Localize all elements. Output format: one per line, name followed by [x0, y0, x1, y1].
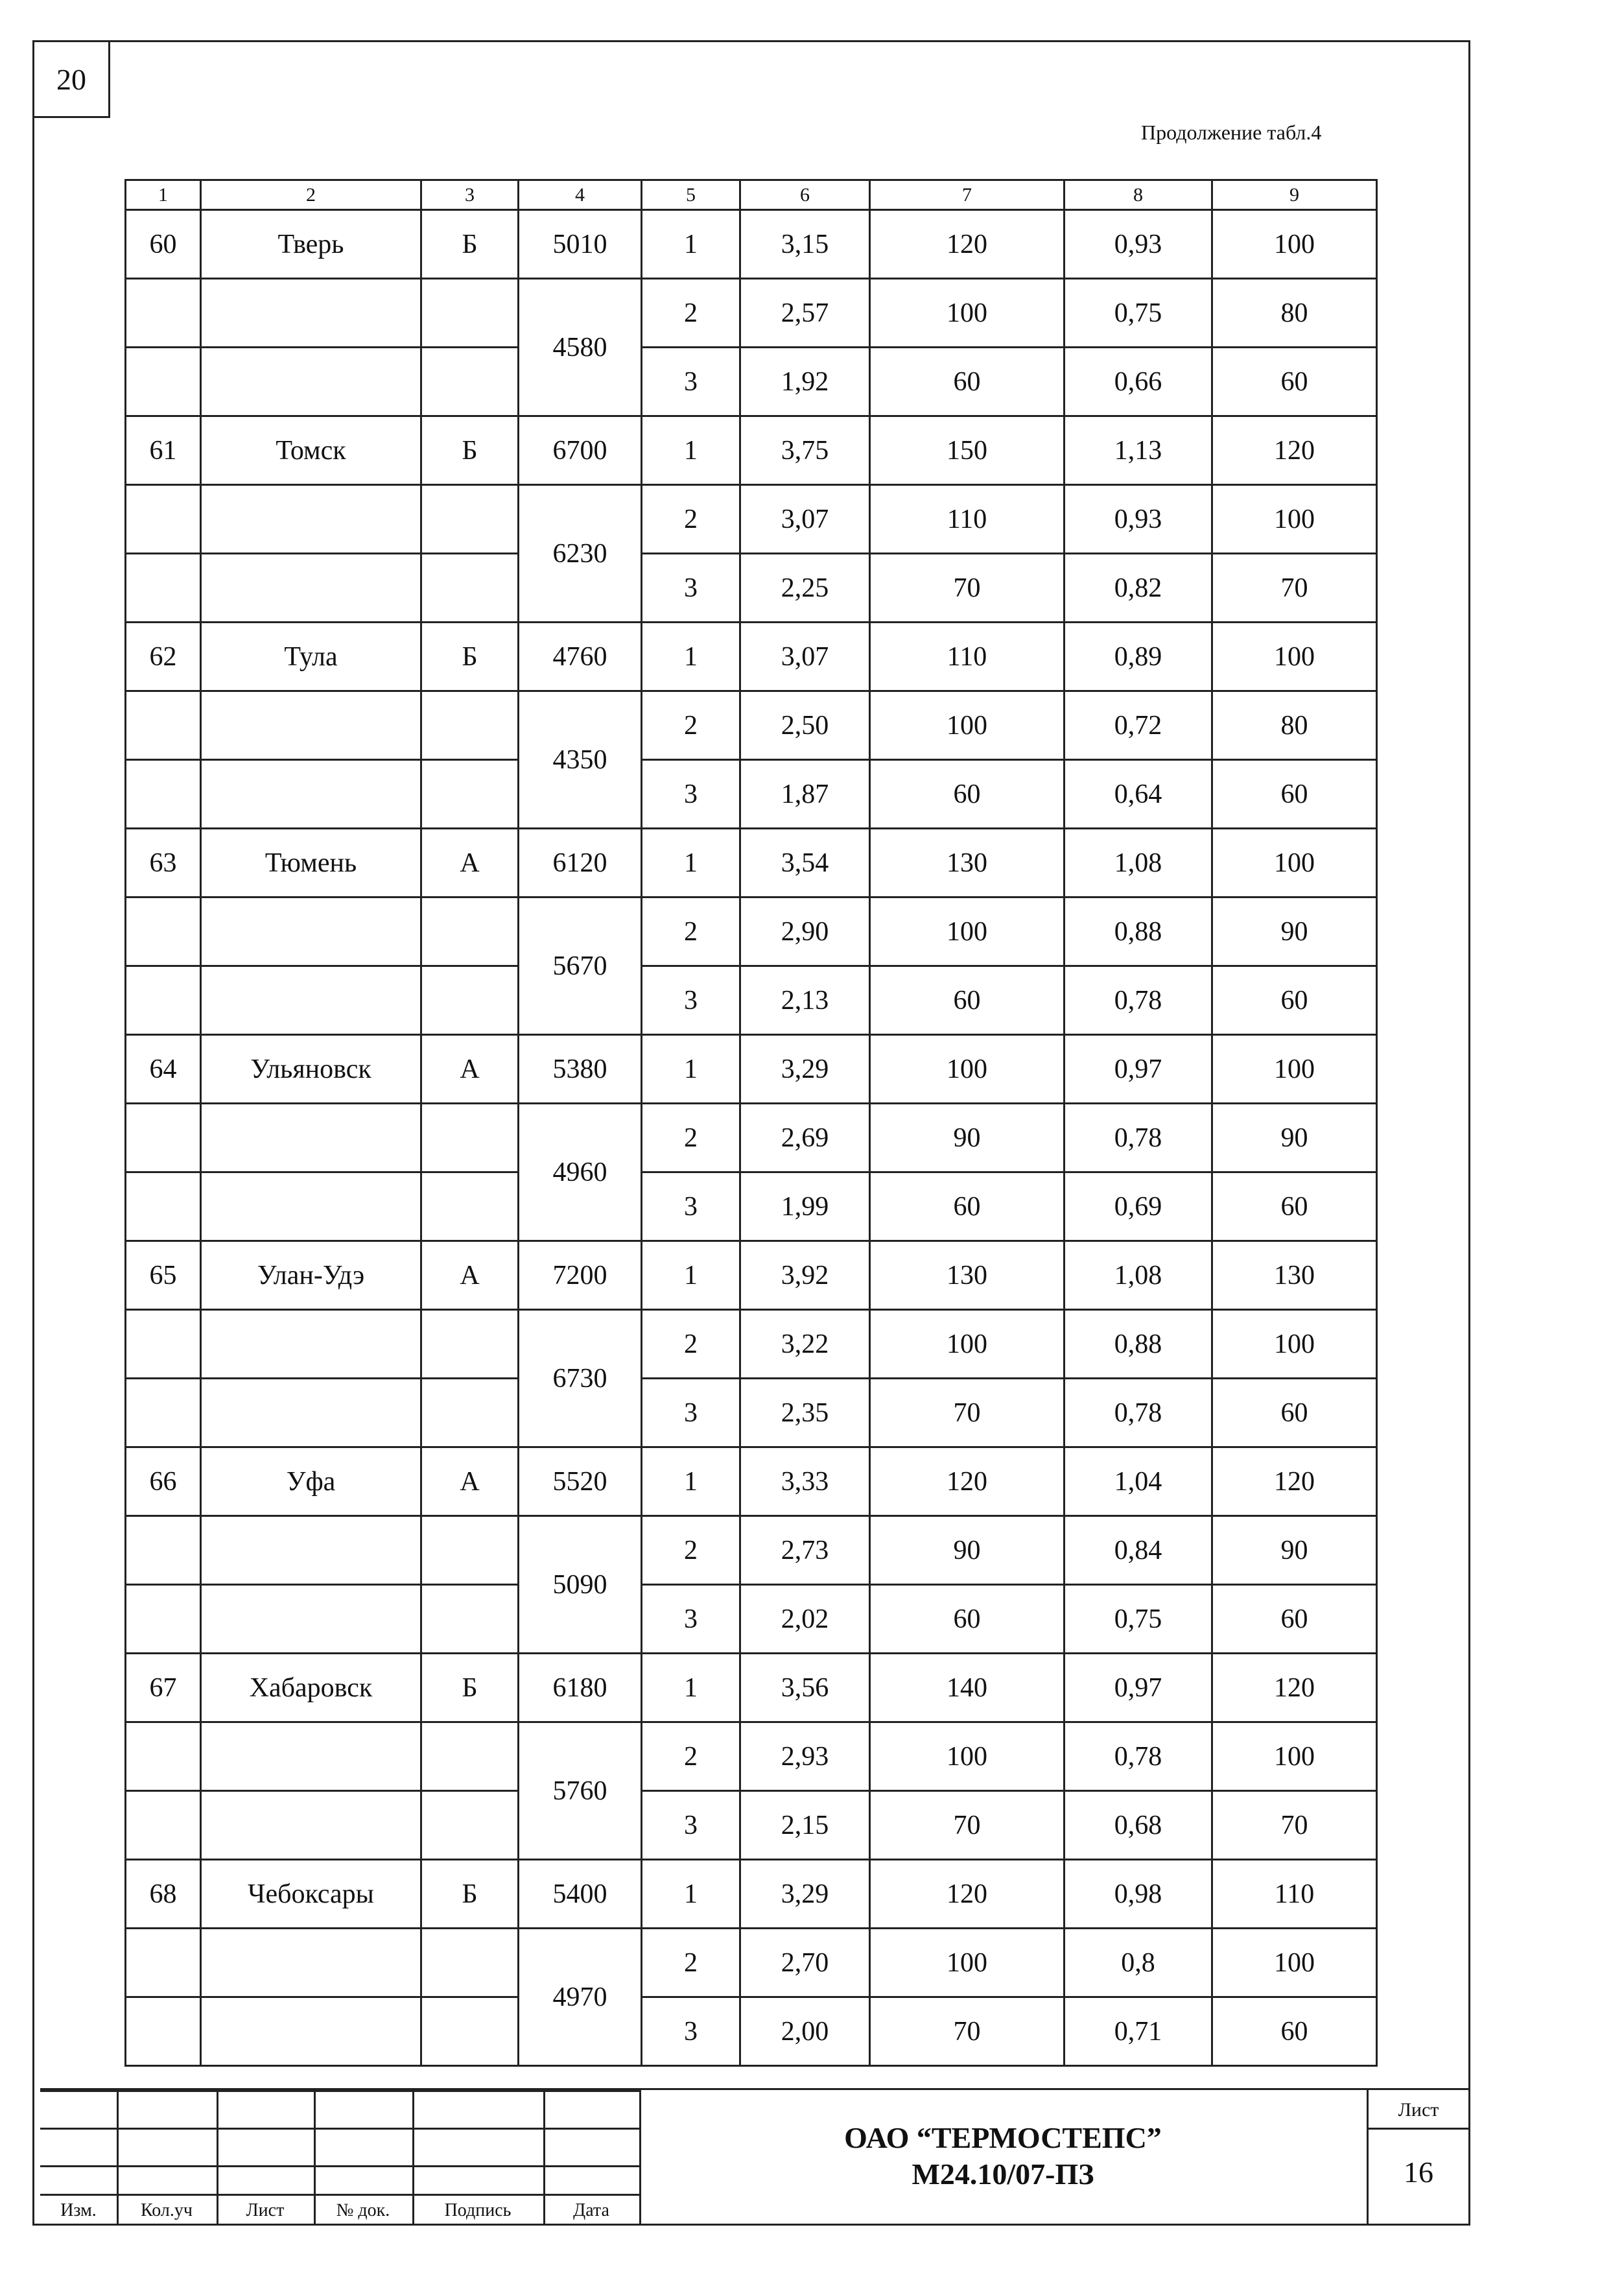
col4-cell: 6230: [519, 485, 642, 623]
value-cell: 70: [870, 554, 1065, 623]
empty-cell: [421, 279, 519, 348]
value-cell: 60: [1212, 348, 1377, 416]
value-cell: 3: [642, 1791, 740, 1860]
sheet-label: Лист: [1398, 2099, 1439, 2121]
value-cell: 100: [870, 279, 1065, 348]
table-row: [126, 279, 1377, 348]
empty-cell: [421, 1104, 519, 1172]
value-cell: 2,15: [740, 1791, 870, 1860]
value-cell: 70: [870, 1997, 1065, 2066]
col4-cell: 5010: [519, 210, 642, 279]
table-row: [126, 1310, 1377, 1379]
value-cell: 2: [642, 485, 740, 554]
empty-cell: [201, 1585, 421, 1654]
empty-cell: [201, 1379, 421, 1447]
table-row: [126, 1997, 1377, 2066]
empty-cell: [421, 1791, 519, 1860]
value-cell: 2: [642, 1722, 740, 1791]
col4-cell: 5090: [519, 1516, 642, 1654]
table-row: [126, 1860, 1377, 1929]
header-cell: 4: [519, 180, 642, 210]
empty-cell: [126, 897, 201, 966]
title-block: [40, 2088, 1470, 2226]
value-cell: 60: [870, 348, 1065, 416]
table-row: [126, 348, 1377, 416]
empty-cell: [126, 1172, 201, 1241]
row-number-cell: 63: [126, 829, 201, 897]
zone-cell: Б: [421, 416, 519, 485]
empty-cell: [201, 897, 421, 966]
value-cell: 0,78: [1065, 1722, 1212, 1791]
value-cell: 3,75: [740, 416, 870, 485]
value-cell: 100: [1212, 1035, 1377, 1104]
value-cell: 120: [870, 1860, 1065, 1929]
table-row: [126, 1172, 1377, 1241]
value-cell: 2: [642, 1929, 740, 1997]
row-number-cell: 62: [126, 623, 201, 691]
value-cell: 0,72: [1065, 691, 1212, 760]
value-cell: 120: [1212, 1447, 1377, 1516]
value-cell: 130: [870, 1241, 1065, 1310]
value-cell: 0,75: [1065, 279, 1212, 348]
table-row: [126, 485, 1377, 554]
value-cell: 100: [870, 691, 1065, 760]
value-cell: 1: [642, 210, 740, 279]
empty-cell: [126, 691, 201, 760]
row-number-cell: 68: [126, 1860, 201, 1929]
value-cell: 1,87: [740, 760, 870, 829]
value-cell: 2,73: [740, 1516, 870, 1585]
value-cell: 3: [642, 966, 740, 1035]
value-cell: 60: [870, 1172, 1065, 1241]
col4-cell: 5760: [519, 1722, 642, 1860]
value-cell: 2: [642, 1516, 740, 1585]
value-cell: 3,15: [740, 210, 870, 279]
value-cell: 100: [1212, 623, 1377, 691]
table-row: [126, 1447, 1377, 1516]
value-cell: 3: [642, 1585, 740, 1654]
value-cell: 100: [1212, 210, 1377, 279]
stamp-label: Кол.уч: [141, 2200, 193, 2220]
empty-cell: [126, 1997, 201, 2066]
zone-cell: А: [421, 829, 519, 897]
value-cell: 0,78: [1065, 1104, 1212, 1172]
empty-cell: [421, 1929, 519, 1997]
value-cell: 1,92: [740, 348, 870, 416]
table-row: [126, 691, 1377, 760]
value-cell: 2,70: [740, 1929, 870, 1997]
value-cell: 100: [870, 1035, 1065, 1104]
value-cell: 60: [1212, 760, 1377, 829]
empty-cell: [201, 1997, 421, 2066]
value-cell: 3: [642, 554, 740, 623]
zone-cell: А: [421, 1241, 519, 1310]
value-cell: 1,13: [1065, 416, 1212, 485]
empty-cell: [421, 485, 519, 554]
value-cell: 0,89: [1065, 623, 1212, 691]
empty-cell: [126, 279, 201, 348]
stamp-label: Дата: [573, 2200, 609, 2220]
empty-cell: [201, 1172, 421, 1241]
table-row: [126, 1241, 1377, 1310]
value-cell: 1: [642, 829, 740, 897]
empty-cell: [421, 554, 519, 623]
value-cell: 2,57: [740, 279, 870, 348]
empty-cell: [126, 554, 201, 623]
zone-cell: А: [421, 1035, 519, 1104]
value-cell: 2: [642, 691, 740, 760]
value-cell: 70: [870, 1791, 1065, 1860]
city-cell: Ульяновск: [201, 1035, 421, 1104]
value-cell: 100: [870, 1722, 1065, 1791]
value-cell: 120: [1212, 416, 1377, 485]
zone-cell: Б: [421, 210, 519, 279]
value-cell: 110: [1212, 1860, 1377, 1929]
col4-cell: 5520: [519, 1447, 642, 1516]
value-cell: 70: [1212, 554, 1377, 623]
row-number-cell: 67: [126, 1654, 201, 1722]
col4-cell: 4580: [519, 279, 642, 416]
organization-title: [639, 2120, 1367, 2193]
value-cell: 3,22: [740, 1310, 870, 1379]
header-cell: 9: [1212, 180, 1377, 210]
value-cell: 90: [870, 1104, 1065, 1172]
table-row: [126, 416, 1377, 485]
zone-cell: Б: [421, 623, 519, 691]
empty-cell: [421, 1379, 519, 1447]
value-cell: 0,75: [1065, 1585, 1212, 1654]
empty-cell: [201, 1722, 421, 1791]
value-cell: 100: [870, 1310, 1065, 1379]
table-row: [126, 1654, 1377, 1722]
value-cell: 3: [642, 1379, 740, 1447]
table-row: [126, 760, 1377, 829]
value-cell: 2: [642, 279, 740, 348]
table-row: [126, 623, 1377, 691]
value-cell: 80: [1212, 279, 1377, 348]
value-cell: 90: [1212, 897, 1377, 966]
empty-cell: [126, 1585, 201, 1654]
value-cell: 3,33: [740, 1447, 870, 1516]
value-cell: 0,98: [1065, 1860, 1212, 1929]
empty-cell: [201, 760, 421, 829]
header-cell: 6: [740, 180, 870, 210]
value-cell: 2,93: [740, 1722, 870, 1791]
city-cell: Тула: [201, 623, 421, 691]
col4-cell: 5400: [519, 1860, 642, 1929]
value-cell: 0,8: [1065, 1929, 1212, 1997]
header-cell: 8: [1065, 180, 1212, 210]
table-row: [126, 1585, 1377, 1654]
stamp-label: № док.: [336, 2200, 390, 2220]
col4-cell: 4960: [519, 1104, 642, 1241]
col4-cell: 6180: [519, 1654, 642, 1722]
row-number-cell: 66: [126, 1447, 201, 1516]
value-cell: 150: [870, 416, 1065, 485]
value-cell: 2: [642, 897, 740, 966]
value-cell: 3,54: [740, 829, 870, 897]
col4-cell: 5380: [519, 1035, 642, 1104]
empty-cell: [201, 691, 421, 760]
table-row: [126, 829, 1377, 897]
table-row: [126, 554, 1377, 623]
value-cell: 1,08: [1065, 829, 1212, 897]
table-row: [126, 1379, 1377, 1447]
city-cell: Хабаровск: [201, 1654, 421, 1722]
col4-cell: 6120: [519, 829, 642, 897]
value-cell: 2,50: [740, 691, 870, 760]
empty-cell: [421, 760, 519, 829]
value-cell: 3: [642, 348, 740, 416]
empty-cell: [126, 1929, 201, 1997]
empty-cell: [421, 348, 519, 416]
value-cell: 0,93: [1065, 210, 1212, 279]
value-cell: 2,25: [740, 554, 870, 623]
city-cell: Тверь: [201, 210, 421, 279]
empty-cell: [126, 485, 201, 554]
value-cell: 120: [870, 1447, 1065, 1516]
zone-cell: Б: [421, 1654, 519, 1722]
value-cell: 130: [1212, 1241, 1377, 1310]
table-row: [126, 1791, 1377, 1860]
value-cell: 120: [870, 210, 1065, 279]
value-cell: 0,88: [1065, 1310, 1212, 1379]
empty-cell: [201, 966, 421, 1035]
city-cell: Уфа: [201, 1447, 421, 1516]
value-cell: 2,90: [740, 897, 870, 966]
value-cell: 0,97: [1065, 1654, 1212, 1722]
city-cell: Томск: [201, 416, 421, 485]
header-cell: 2: [201, 180, 421, 210]
empty-cell: [126, 348, 201, 416]
empty-cell: [126, 1791, 201, 1860]
row-number-cell: 64: [126, 1035, 201, 1104]
value-cell: 1: [642, 1447, 740, 1516]
table-row: [126, 1516, 1377, 1585]
value-cell: 120: [1212, 1654, 1377, 1722]
value-cell: 100: [1212, 1929, 1377, 1997]
value-cell: 0,82: [1065, 554, 1212, 623]
value-cell: 0,93: [1065, 485, 1212, 554]
value-cell: 1,08: [1065, 1241, 1212, 1310]
header-cell: 1: [126, 180, 201, 210]
value-cell: 90: [1212, 1104, 1377, 1172]
value-cell: 0,84: [1065, 1516, 1212, 1585]
value-cell: 100: [870, 897, 1065, 966]
col4-cell: 4970: [519, 1929, 642, 2066]
value-cell: 0,66: [1065, 348, 1212, 416]
col4-cell: 7200: [519, 1241, 642, 1310]
empty-cell: [421, 691, 519, 760]
table-row: [126, 897, 1377, 966]
value-cell: 70: [1212, 1791, 1377, 1860]
row-number-cell: 60: [126, 210, 201, 279]
empty-cell: [201, 1791, 421, 1860]
col4-cell: 4350: [519, 691, 642, 829]
value-cell: 130: [870, 829, 1065, 897]
empty-cell: [201, 1929, 421, 1997]
value-cell: 0,68: [1065, 1791, 1212, 1860]
value-cell: 1: [642, 416, 740, 485]
table-row: [126, 1929, 1377, 1997]
value-cell: 3: [642, 1997, 740, 2066]
empty-cell: [421, 1722, 519, 1791]
value-cell: 90: [1212, 1516, 1377, 1585]
city-cell: Чебоксары: [201, 1860, 421, 1929]
page-number: 20: [32, 40, 110, 118]
value-cell: 3,56: [740, 1654, 870, 1722]
empty-cell: [421, 966, 519, 1035]
value-cell: 60: [870, 1585, 1065, 1654]
value-cell: 70: [870, 1379, 1065, 1447]
value-cell: 1: [642, 1035, 740, 1104]
value-cell: 100: [870, 1929, 1065, 1997]
col4-cell: 6730: [519, 1310, 642, 1447]
value-cell: 2,69: [740, 1104, 870, 1172]
header-cell: 7: [870, 180, 1065, 210]
table-row: [126, 1035, 1377, 1104]
col4-cell: 5670: [519, 897, 642, 1035]
value-cell: 80: [1212, 691, 1377, 760]
value-cell: 3,92: [740, 1241, 870, 1310]
stamp-label: Изм.: [60, 2200, 97, 2220]
city-cell: Улан-Удэ: [201, 1241, 421, 1310]
value-cell: 1: [642, 1654, 740, 1722]
value-cell: 60: [1212, 1997, 1377, 2066]
empty-cell: [126, 1379, 201, 1447]
sheet-number: 16: [1404, 2156, 1433, 2189]
empty-cell: [126, 1722, 201, 1791]
empty-cell: [126, 1104, 201, 1172]
row-number-cell: 65: [126, 1241, 201, 1310]
empty-cell: [201, 1310, 421, 1379]
empty-cell: [421, 897, 519, 966]
table-row: [126, 966, 1377, 1035]
value-cell: 3: [642, 1172, 740, 1241]
table-row: [126, 1722, 1377, 1791]
value-cell: 60: [1212, 1585, 1377, 1654]
value-cell: 100: [1212, 1722, 1377, 1791]
row-number-cell: 61: [126, 416, 201, 485]
value-cell: 0,71: [1065, 1997, 1212, 2066]
table-continuation-note: Продолжение табл.4: [1141, 121, 1322, 144]
value-cell: 1: [642, 623, 740, 691]
empty-cell: [421, 1172, 519, 1241]
value-cell: 1,04: [1065, 1447, 1212, 1516]
data-table: [124, 179, 1378, 2067]
table-row: [126, 210, 1377, 279]
value-cell: 1,99: [740, 1172, 870, 1241]
value-cell: 3: [642, 760, 740, 829]
value-cell: 3,29: [740, 1860, 870, 1929]
value-cell: 3,07: [740, 485, 870, 554]
value-cell: 60: [870, 760, 1065, 829]
value-cell: 2: [642, 1104, 740, 1172]
empty-cell: [421, 1516, 519, 1585]
value-cell: 100: [1212, 1310, 1377, 1379]
value-cell: 60: [1212, 1172, 1377, 1241]
empty-cell: [126, 1516, 201, 1585]
value-cell: 60: [1212, 1379, 1377, 1447]
empty-cell: [421, 1585, 519, 1654]
empty-cell: [201, 1104, 421, 1172]
value-cell: 2,13: [740, 966, 870, 1035]
empty-cell: [201, 279, 421, 348]
empty-cell: [201, 1516, 421, 1585]
zone-cell: А: [421, 1447, 519, 1516]
col4-cell: 6700: [519, 416, 642, 485]
value-cell: 0,78: [1065, 966, 1212, 1035]
value-cell: 100: [1212, 485, 1377, 554]
value-cell: 110: [870, 623, 1065, 691]
empty-cell: [421, 1310, 519, 1379]
table-header-row: [126, 180, 1377, 210]
value-cell: 3,07: [740, 623, 870, 691]
empty-cell: [421, 1997, 519, 2066]
value-cell: 90: [870, 1516, 1065, 1585]
value-cell: 0,69: [1065, 1172, 1212, 1241]
empty-cell: [126, 1310, 201, 1379]
value-cell: 2,02: [740, 1585, 870, 1654]
value-cell: 60: [870, 966, 1065, 1035]
value-cell: 110: [870, 485, 1065, 554]
organization-name: ОАО “ТЕРМОСТЕПС”: [844, 2121, 1162, 2154]
header-cell: 3: [421, 180, 519, 210]
value-cell: 2: [642, 1310, 740, 1379]
value-cell: 60: [1212, 966, 1377, 1035]
value-cell: 100: [1212, 829, 1377, 897]
value-cell: 0,64: [1065, 760, 1212, 829]
empty-cell: [201, 554, 421, 623]
value-cell: 0,97: [1065, 1035, 1212, 1104]
col4-cell: 4760: [519, 623, 642, 691]
empty-cell: [201, 348, 421, 416]
value-cell: 0,88: [1065, 897, 1212, 966]
value-cell: 1: [642, 1241, 740, 1310]
city-cell: Тюмень: [201, 829, 421, 897]
value-cell: 140: [870, 1654, 1065, 1722]
stamp-label: Лист: [246, 2200, 285, 2220]
stamp-label: Подпись: [444, 2200, 512, 2220]
table-row: [126, 1104, 1377, 1172]
zone-cell: Б: [421, 1860, 519, 1929]
empty-cell: [126, 760, 201, 829]
document-code: М24.10/07-ПЗ: [912, 2157, 1094, 2191]
empty-cell: [201, 485, 421, 554]
value-cell: 2,35: [740, 1379, 870, 1447]
value-cell: 2,00: [740, 1997, 870, 2066]
empty-cell: [126, 966, 201, 1035]
value-cell: 1: [642, 1860, 740, 1929]
value-cell: 3,29: [740, 1035, 870, 1104]
value-cell: 0,78: [1065, 1379, 1212, 1447]
header-cell: 5: [642, 180, 740, 210]
